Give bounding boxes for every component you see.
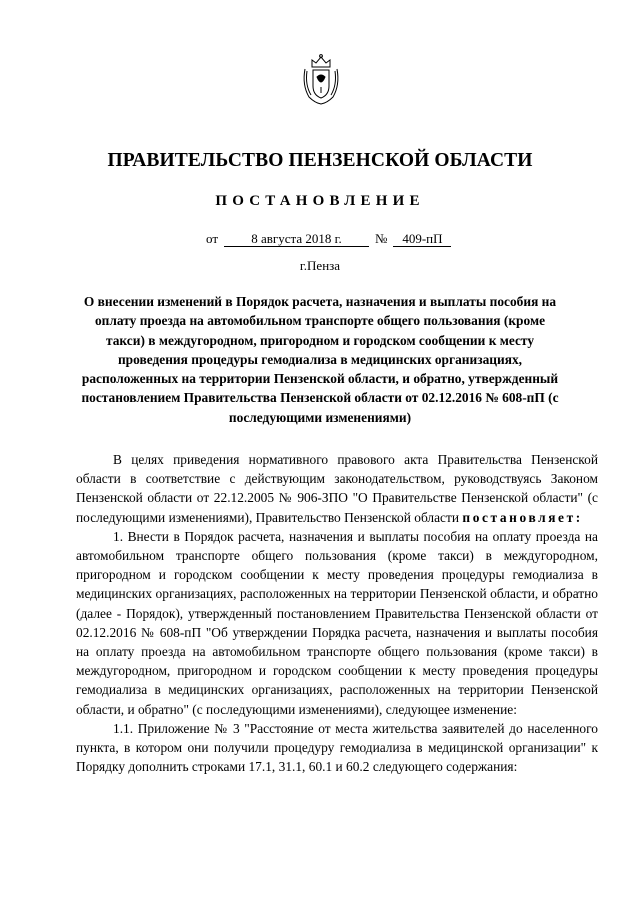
preamble-text: В целях приведения нормативного правового акта Правительства Пензенской области в соответствие с действующим законодательством, руководствуясь Законом Пензенской области от 22.12.2005 № 906-ЗПО "О Правительстве Пензенской области" (с последующими изменениями), Правительство Пензенской области <box>76 452 598 525</box>
document-title: О внесении изменений в Порядок расчета, назначения и выплаты пособия на оплату проезда на автомобильном транспорте общего пользования (кроме такси) в междугородном, пригородном и городском сообщении к месту проведения процедуры гемодиализа в медицинских организациях, расположенных на территории Пензенской области, и обратно, утвержденный постановлением Правительства Пензенской области от 02.12.2016 № 608-пП (с последующими изменениями) <box>81 294 559 425</box>
date-prefix: от <box>206 231 219 246</box>
organization-name: ПРАВИТЕЛЬСТВО ПЕНЗЕНСКОЙ ОБЛАСТИ <box>107 150 533 171</box>
coat-of-arms-icon <box>301 53 341 105</box>
document-date: 8 августа 2018 г. <box>224 232 369 247</box>
paragraph-item-1: 1. Внести в Порядок расчета, назначения и выплаты пособия на оплату проезда на автомобильном транспорте общего пользования (кроме такси) в междугородном, пригородном и городском сообщении к месту проведения процедуры гемодиализа в медицинских организациях, расположенных на территории Пензенской области, и обратно (далее - Порядок), утвержденный постановлением Правительства Пензенской области от 02.12.2016 № 608-пП "Об утверждении Порядка расчета, назначения и выплаты пособия на оплату проезда на автомобильном транспорте общего пользования (кроме такси) в междугородном, пригородном и городском сообщении к месту проведения процедуры гемодиализа в медицинских организациях, расположенных на территории Пензенской области, и обратно" (с последующими изменениями), следующее изменение: <box>76 528 598 717</box>
document-type: ПОСТАНОВЛЕНИЕ <box>215 193 425 209</box>
resolves-keyword: постановляет: <box>462 509 583 525</box>
document-number: 409-пП <box>393 232 451 247</box>
city: г.Пенза <box>299 258 341 273</box>
document-body <box>76 450 598 776</box>
document-date-number <box>206 231 451 247</box>
number-sign: № <box>375 231 388 246</box>
paragraph-item-1-1: 1.1. Приложение № 3 "Расстояние от места жительства заявителей до населенного пункта, в котором они получили процедуру гемодиализа в медицинской организации" к Порядку дополнить строками 17.1, 31.1, 60.1 и 60.2 следующего содержания: <box>76 720 598 775</box>
paragraph-preamble <box>76 450 598 527</box>
